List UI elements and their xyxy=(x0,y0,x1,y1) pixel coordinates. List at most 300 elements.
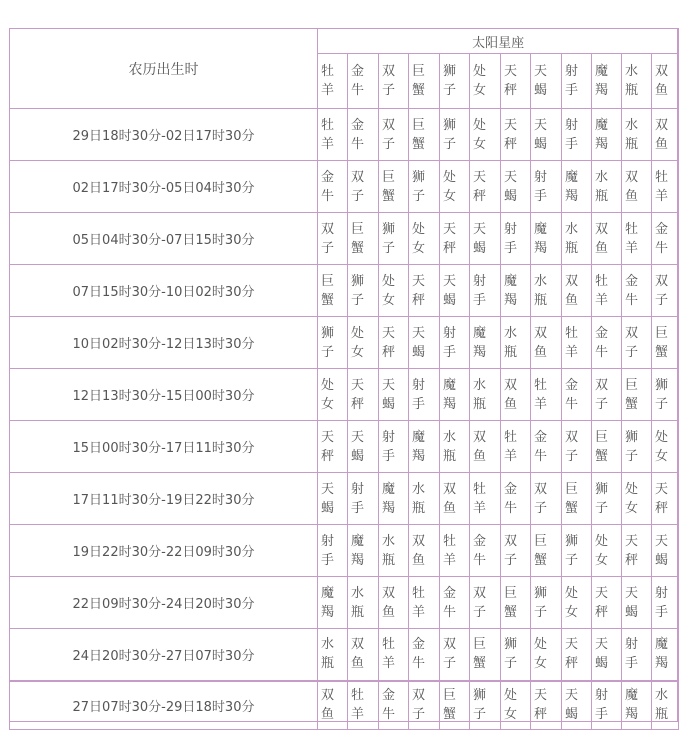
sign-header-cell xyxy=(622,54,652,109)
sign-char: 手 xyxy=(534,188,548,204)
sign-char: 蝎 xyxy=(625,604,639,620)
table-row xyxy=(10,109,679,161)
birth-time-range: 15日00时30分-17日11时30分 xyxy=(10,421,318,473)
sign-cell xyxy=(470,525,501,577)
sign-cell xyxy=(622,369,652,421)
sign-char: 女 xyxy=(565,604,579,620)
sign-char: 子 xyxy=(504,656,518,672)
table-row xyxy=(10,161,679,213)
sign-cell xyxy=(652,473,679,525)
sign-char: 鱼 xyxy=(473,448,487,464)
sign-char: 鱼 xyxy=(321,707,335,723)
sign-cell xyxy=(409,525,440,577)
table-row xyxy=(10,317,679,369)
sign-char: 天 xyxy=(504,169,518,185)
sign-char: 羊 xyxy=(565,344,579,360)
sign-header-char: 天 xyxy=(534,64,548,79)
sign-char: 处 xyxy=(473,117,487,133)
lunar-sun-sign-table xyxy=(9,28,679,730)
sign-char: 牡 xyxy=(504,429,518,445)
sign-char: 处 xyxy=(625,481,639,497)
sign-char: 金 xyxy=(473,533,487,549)
sign-char: 蝎 xyxy=(412,344,426,360)
sign-char: 双 xyxy=(351,169,365,185)
sign-cell xyxy=(348,629,379,681)
sign-char: 狮 xyxy=(351,273,365,289)
sign-cell xyxy=(531,525,562,577)
sign-char: 魔 xyxy=(351,533,365,549)
sign-cell xyxy=(409,577,440,629)
sign-char: 蝎 xyxy=(565,707,579,723)
sign-cell xyxy=(470,317,501,369)
sign-cell xyxy=(318,317,348,369)
sign-cell xyxy=(409,629,440,681)
sun-sign-header: 太阳星座 xyxy=(318,29,679,54)
sign-cell xyxy=(440,265,470,317)
sign-header-cell xyxy=(379,54,409,109)
table-row xyxy=(10,213,679,265)
sign-char: 牡 xyxy=(351,688,365,704)
sign-char: 水 xyxy=(625,117,639,133)
sign-char: 子 xyxy=(351,188,365,204)
sign-char: 手 xyxy=(504,240,518,256)
sign-char: 羊 xyxy=(504,448,518,464)
sign-cell xyxy=(622,473,652,525)
sign-char: 秤 xyxy=(655,500,669,516)
table-body xyxy=(10,109,679,730)
sign-char: 双 xyxy=(565,273,579,289)
sign-char: 子 xyxy=(565,448,579,464)
sign-char: 蟹 xyxy=(321,292,335,308)
sign-header-char: 牛 xyxy=(351,83,365,98)
sign-char: 天 xyxy=(321,481,335,497)
sign-char: 蟹 xyxy=(625,396,639,412)
sign-char: 牛 xyxy=(382,707,396,723)
sign-char: 水 xyxy=(351,585,365,601)
sign-char: 金 xyxy=(534,429,548,445)
sign-char: 瓶 xyxy=(655,707,669,723)
sign-cell xyxy=(440,681,470,730)
sign-char: 射 xyxy=(504,221,518,237)
sign-cell xyxy=(379,629,409,681)
sign-char: 天 xyxy=(565,637,579,653)
sign-cell xyxy=(562,265,592,317)
sign-char: 天 xyxy=(595,585,609,601)
sign-char: 手 xyxy=(625,656,639,672)
sign-char: 天 xyxy=(655,481,669,497)
sign-char: 射 xyxy=(321,533,335,549)
sign-char: 女 xyxy=(655,448,669,464)
sign-char: 秤 xyxy=(443,240,457,256)
sign-cell xyxy=(379,525,409,577)
sign-char: 蝎 xyxy=(595,656,609,672)
table-row xyxy=(10,525,679,577)
sign-char: 子 xyxy=(534,604,548,620)
sign-char: 巨 xyxy=(382,169,396,185)
sign-cell xyxy=(318,473,348,525)
table-row xyxy=(10,369,679,421)
lunar-birth-time-header: 农历出生时 xyxy=(10,29,318,109)
sign-cell xyxy=(592,265,622,317)
sign-char: 牡 xyxy=(321,117,335,133)
sign-char: 手 xyxy=(382,448,396,464)
sign-cell xyxy=(501,265,531,317)
sign-char: 秤 xyxy=(534,707,548,723)
sign-cell xyxy=(501,629,531,681)
sign-char: 蟹 xyxy=(473,656,487,672)
sign-char: 魔 xyxy=(504,273,518,289)
sign-cell xyxy=(562,369,592,421)
sign-char: 巨 xyxy=(595,429,609,445)
sign-char: 天 xyxy=(534,117,548,133)
birth-time-range: 24日20时30分-27日07时30分 xyxy=(10,629,318,681)
sign-char: 牛 xyxy=(412,656,426,672)
sign-char: 处 xyxy=(351,325,365,341)
sign-cell xyxy=(501,369,531,421)
sign-char: 射 xyxy=(595,688,609,704)
sign-char: 女 xyxy=(412,240,426,256)
sign-char: 手 xyxy=(595,707,609,723)
sign-char: 蟹 xyxy=(655,344,669,360)
sign-char: 秤 xyxy=(351,396,365,412)
sign-char: 巨 xyxy=(655,325,669,341)
sign-cell xyxy=(318,161,348,213)
sign-char: 水 xyxy=(412,481,426,497)
sign-cell xyxy=(348,109,379,161)
sign-char: 双 xyxy=(504,377,518,393)
birth-time-range: 07日15时30分-10日02时30分 xyxy=(10,265,318,317)
sign-char: 巨 xyxy=(473,637,487,653)
sign-char: 天 xyxy=(473,169,487,185)
sign-char: 鱼 xyxy=(351,656,365,672)
sign-char: 双 xyxy=(412,688,426,704)
sign-char: 金 xyxy=(504,481,518,497)
sign-cell xyxy=(652,525,679,577)
sign-char: 秤 xyxy=(565,656,579,672)
sign-cell xyxy=(592,473,622,525)
sign-char: 狮 xyxy=(321,325,335,341)
sign-char: 蝎 xyxy=(655,552,669,568)
sign-char: 天 xyxy=(412,325,426,341)
sign-char: 金 xyxy=(443,585,457,601)
sign-char: 双 xyxy=(625,169,639,185)
sign-cell xyxy=(379,473,409,525)
sign-cell xyxy=(348,681,379,730)
sign-char: 女 xyxy=(443,188,457,204)
sign-char: 魔 xyxy=(382,481,396,497)
sign-cell xyxy=(652,577,679,629)
sign-cell xyxy=(440,109,470,161)
sign-cell xyxy=(562,213,592,265)
sign-char: 子 xyxy=(534,500,548,516)
sign-cell xyxy=(501,317,531,369)
sign-cell xyxy=(379,161,409,213)
sign-char: 双 xyxy=(655,117,669,133)
sign-cell xyxy=(470,681,501,730)
sign-cell xyxy=(622,525,652,577)
sign-char: 双 xyxy=(382,585,396,601)
sign-char: 子 xyxy=(351,292,365,308)
sign-cell xyxy=(562,161,592,213)
sign-char: 子 xyxy=(655,292,669,308)
sign-cell xyxy=(470,629,501,681)
sign-header-char: 鱼 xyxy=(655,83,669,98)
sign-char: 水 xyxy=(473,377,487,393)
sign-char: 水 xyxy=(504,325,518,341)
sign-cell xyxy=(409,681,440,730)
sign-char: 天 xyxy=(382,377,396,393)
sign-header-char: 水 xyxy=(625,64,639,79)
sign-char: 金 xyxy=(351,117,365,133)
sign-char: 处 xyxy=(412,221,426,237)
sign-char: 巨 xyxy=(565,481,579,497)
zodiac-lookup-table xyxy=(9,28,678,722)
sign-cell xyxy=(348,317,379,369)
sign-char: 羊 xyxy=(443,552,457,568)
sign-cell xyxy=(592,681,622,730)
sign-char: 狮 xyxy=(565,533,579,549)
sign-char: 牛 xyxy=(655,240,669,256)
sign-char: 蝎 xyxy=(504,188,518,204)
sign-char: 牛 xyxy=(504,500,518,516)
sign-cell xyxy=(318,265,348,317)
sign-char: 子 xyxy=(655,396,669,412)
sign-cell xyxy=(622,317,652,369)
sign-cell xyxy=(348,577,379,629)
sign-char: 鱼 xyxy=(565,292,579,308)
sign-char: 子 xyxy=(412,707,426,723)
sign-cell xyxy=(592,369,622,421)
sign-char: 瓶 xyxy=(412,500,426,516)
sign-char: 魔 xyxy=(595,117,609,133)
sign-char: 射 xyxy=(443,325,457,341)
sign-cell xyxy=(470,213,501,265)
sign-char: 水 xyxy=(655,688,669,704)
sign-char: 双 xyxy=(412,533,426,549)
sign-char: 瓶 xyxy=(504,344,518,360)
sign-char: 羯 xyxy=(655,656,669,672)
sign-char: 牛 xyxy=(565,396,579,412)
sign-cell xyxy=(501,213,531,265)
sign-header-char: 蝎 xyxy=(534,83,548,98)
sign-cell xyxy=(409,473,440,525)
sign-char: 羯 xyxy=(412,448,426,464)
sign-char: 金 xyxy=(595,325,609,341)
sign-cell xyxy=(652,161,679,213)
sign-header-char: 手 xyxy=(565,83,579,98)
sign-char: 鱼 xyxy=(595,240,609,256)
sign-cell xyxy=(440,629,470,681)
sign-cell xyxy=(379,421,409,473)
sign-cell xyxy=(501,421,531,473)
sign-cell xyxy=(379,577,409,629)
sign-char: 天 xyxy=(443,273,457,289)
sign-char: 瓶 xyxy=(625,136,639,152)
sign-char: 水 xyxy=(321,637,335,653)
sign-char: 巨 xyxy=(443,688,457,704)
sign-char: 子 xyxy=(382,240,396,256)
sign-cell xyxy=(652,681,679,730)
sign-char: 天 xyxy=(534,688,548,704)
sign-char: 羊 xyxy=(534,396,548,412)
table-row xyxy=(10,681,679,730)
sign-char: 天 xyxy=(382,325,396,341)
sign-char: 狮 xyxy=(504,637,518,653)
sign-char: 女 xyxy=(625,500,639,516)
sign-header-cell xyxy=(470,54,501,109)
sign-char: 双 xyxy=(655,273,669,289)
birth-time-range: 05日04时30分-07日15时30分 xyxy=(10,213,318,265)
sign-char: 双 xyxy=(351,637,365,653)
sign-char: 射 xyxy=(565,117,579,133)
sign-cell xyxy=(592,161,622,213)
sign-char: 金 xyxy=(565,377,579,393)
sign-char: 巨 xyxy=(504,585,518,601)
sign-char: 瓶 xyxy=(534,292,548,308)
sign-header-char: 蟹 xyxy=(412,83,426,98)
sign-char: 蝎 xyxy=(473,240,487,256)
sign-header-char: 射 xyxy=(565,64,579,79)
sign-char: 鱼 xyxy=(504,396,518,412)
sign-cell xyxy=(318,421,348,473)
sign-cell xyxy=(440,525,470,577)
sign-cell xyxy=(348,369,379,421)
sign-char: 狮 xyxy=(625,429,639,445)
sign-char: 天 xyxy=(625,585,639,601)
sign-header-char: 双 xyxy=(382,64,396,79)
sign-char: 蟹 xyxy=(565,500,579,516)
sign-char: 女 xyxy=(351,344,365,360)
sign-char: 水 xyxy=(595,169,609,185)
sign-cell xyxy=(318,109,348,161)
sign-char: 女 xyxy=(504,707,518,723)
sign-char: 秤 xyxy=(625,552,639,568)
sign-char: 牡 xyxy=(412,585,426,601)
sign-cell xyxy=(440,161,470,213)
sign-char: 羊 xyxy=(655,188,669,204)
birth-time-range: 10日02时30分-12日13时30分 xyxy=(10,317,318,369)
sign-cell xyxy=(652,213,679,265)
sign-char: 狮 xyxy=(382,221,396,237)
sign-header-cell xyxy=(531,54,562,109)
sign-char: 处 xyxy=(321,377,335,393)
sign-cell xyxy=(318,525,348,577)
sign-char: 处 xyxy=(655,429,669,445)
sign-cell xyxy=(531,681,562,730)
sign-cell xyxy=(318,577,348,629)
sign-cell xyxy=(470,265,501,317)
sign-char: 双 xyxy=(382,117,396,133)
sign-char: 羯 xyxy=(321,604,335,620)
sign-cell xyxy=(592,525,622,577)
sign-header-cell xyxy=(592,54,622,109)
sign-cell xyxy=(409,421,440,473)
sign-char: 羯 xyxy=(595,136,609,152)
sign-char: 牡 xyxy=(655,169,669,185)
sign-char: 金 xyxy=(625,273,639,289)
sign-char: 蝎 xyxy=(321,500,335,516)
sign-cell xyxy=(562,317,592,369)
sign-header-cell xyxy=(501,54,531,109)
sign-cell xyxy=(379,213,409,265)
sign-char: 双 xyxy=(565,429,579,445)
sign-char: 瓶 xyxy=(351,604,365,620)
sign-char: 双 xyxy=(443,481,457,497)
sign-char: 鱼 xyxy=(625,188,639,204)
sign-cell xyxy=(470,473,501,525)
sign-cell xyxy=(379,369,409,421)
sign-char: 牛 xyxy=(595,344,609,360)
sign-cell xyxy=(470,369,501,421)
sign-char: 鱼 xyxy=(412,552,426,568)
sign-cell xyxy=(562,421,592,473)
sign-char: 处 xyxy=(534,637,548,653)
sign-char: 水 xyxy=(443,429,457,445)
sign-char: 狮 xyxy=(655,377,669,393)
sign-char: 巨 xyxy=(351,221,365,237)
sign-char: 天 xyxy=(625,533,639,549)
sign-char: 子 xyxy=(473,707,487,723)
sign-header-char: 金 xyxy=(351,64,365,79)
sign-char: 瓶 xyxy=(443,448,457,464)
sign-cell xyxy=(652,109,679,161)
sign-char: 魔 xyxy=(321,585,335,601)
sign-char: 子 xyxy=(595,500,609,516)
sign-cell xyxy=(531,421,562,473)
birth-time-range: 12日13时30分-15日00时30分 xyxy=(10,369,318,421)
sign-cell xyxy=(531,629,562,681)
sign-header-char: 羊 xyxy=(321,83,335,98)
table-row xyxy=(10,473,679,525)
sign-char: 瓶 xyxy=(565,240,579,256)
sign-char: 女 xyxy=(595,552,609,568)
sign-cell xyxy=(379,317,409,369)
sign-header-cell xyxy=(348,54,379,109)
sign-cell xyxy=(652,629,679,681)
sign-char: 羯 xyxy=(504,292,518,308)
sign-char: 蝎 xyxy=(534,136,548,152)
sign-char: 双 xyxy=(321,221,335,237)
sign-cell xyxy=(501,473,531,525)
sign-header-char: 秤 xyxy=(504,83,518,98)
sign-char: 牛 xyxy=(321,188,335,204)
sign-char: 瓶 xyxy=(382,552,396,568)
sign-header-cell xyxy=(409,54,440,109)
sign-cell xyxy=(592,577,622,629)
sign-char: 手 xyxy=(565,136,579,152)
sign-char: 射 xyxy=(655,585,669,601)
sign-cell xyxy=(440,577,470,629)
sign-cell xyxy=(318,629,348,681)
sign-char: 巨 xyxy=(321,273,335,289)
sign-cell xyxy=(440,473,470,525)
sign-cell xyxy=(409,213,440,265)
sign-cell xyxy=(622,629,652,681)
sign-cell xyxy=(652,317,679,369)
sign-header-char: 牡 xyxy=(321,64,335,79)
sign-cell xyxy=(501,109,531,161)
sign-cell xyxy=(348,265,379,317)
sign-char: 手 xyxy=(473,292,487,308)
sign-char: 羯 xyxy=(565,188,579,204)
sign-cell xyxy=(409,109,440,161)
sign-char: 水 xyxy=(565,221,579,237)
sign-char: 羯 xyxy=(351,552,365,568)
sign-cell xyxy=(409,161,440,213)
sign-cell xyxy=(470,161,501,213)
sign-char: 子 xyxy=(625,344,639,360)
sign-cell xyxy=(562,525,592,577)
